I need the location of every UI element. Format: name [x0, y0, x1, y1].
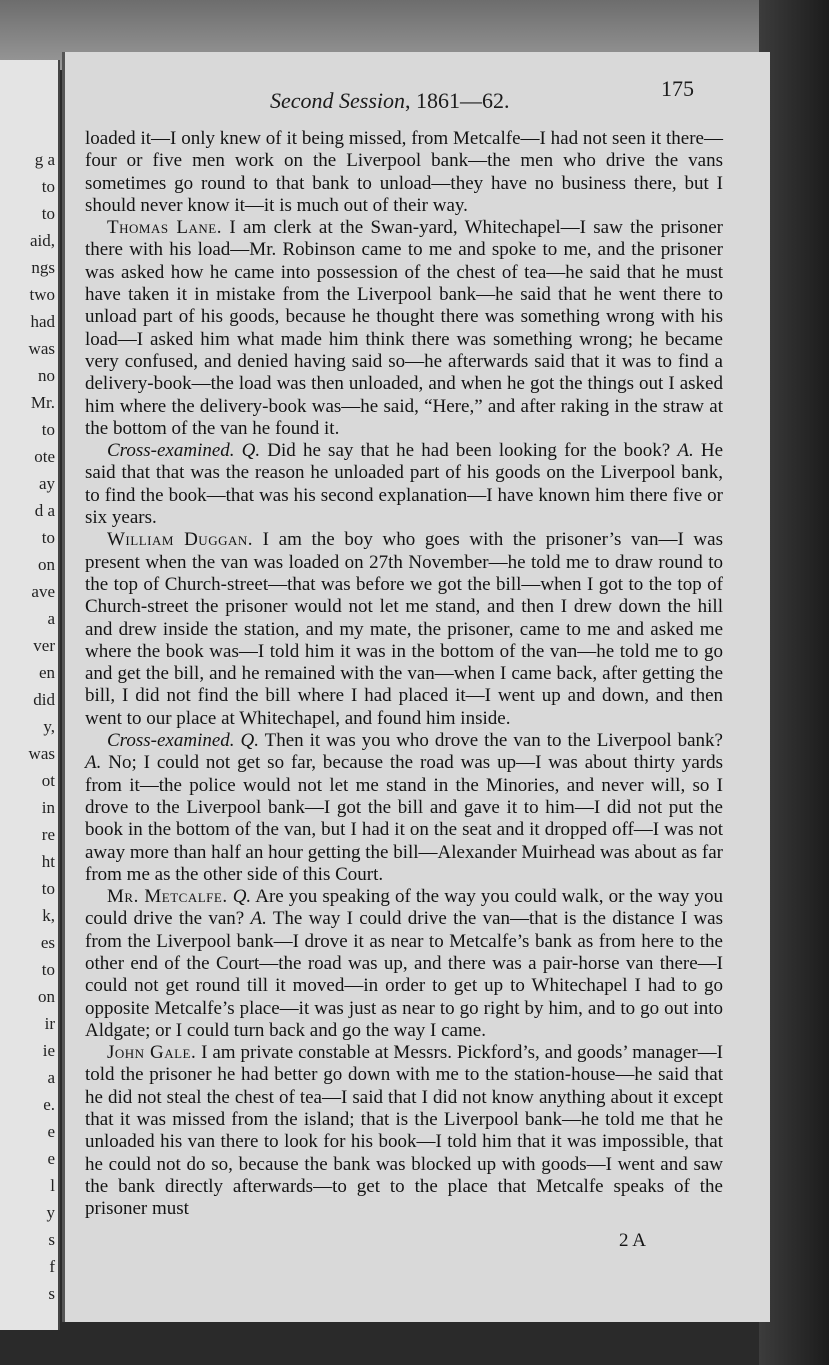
facing-page-fragment: to: [41, 420, 55, 439]
paragraph: [85, 529, 723, 730]
facing-page-fragment: g a: [34, 150, 55, 169]
facing-page-fragment: had: [30, 312, 55, 331]
paragraph-text: The way I could drive the van—that is the distance I was from the Liverpool bank—I drove it as near to Metcalfe’s bank as from here to the other end of the Court—the road was up, and there was a pair-horse van there—I could not get round till it moved—in order to get up to Whitechapel I had to go opposite Metcalfe’s place—it was just as near to go right by him, and to go out into Aldgate; or I could turn back and go the way I came.: [85, 908, 723, 1041]
facing-page-fragment: y,: [43, 717, 55, 736]
facing-page-fragment: a: [47, 1068, 55, 1087]
paragraph: [85, 1042, 723, 1220]
facing-page-fragment: ave: [31, 582, 55, 601]
paragraph-text: I am clerk at the Swan-yard, Whitechapel—I saw the prisoner there with his load—Mr. Robinson came to me and spoke to me, and the prisoner was asked how he came into possession of the chest of tea—he said that he must have taken it in mistake from the Liverpool bank—he said that he went there to unload part of his goods, because he thought there was something wrong with his load—I asked him what made him think there was something wrong; he became very confused, and denied having said so—he afterwards said that it was to find a delivery-book—the load was then unloaded, and when he got the things out I asked him where the delivery-book was—he said, “Here,” and after raking in the straw at the bottom of the van he found it.: [85, 217, 723, 439]
paragraph-text: Did he say that he had been looking for the book?: [260, 440, 678, 462]
italic-text: Cross-examined. Q.: [107, 440, 261, 462]
paragraph-text: I am the boy who goes with the prisoner’s van—I was present when the van was loaded on 27th November—he told me to draw round to the top of Church-street—that was before we got the bill—when I got to the top of Church-street the prisoner would not let me stand, and then I drew down the hill and drew inside the station, and my mate, the prisoner, came to me and asked me where the book was—I told him it was in the bottom of the van—he told me to go and get the bill, and he remained with the van—when I came back, after getting the bill, I did not find the bill where I had placed it—I went up and down, and then went to our place at Whitechapel, and found him inside.: [85, 529, 723, 729]
facing-page-fragment: to: [41, 177, 55, 196]
facing-page-fragment: aid,: [29, 231, 55, 250]
book-page: [62, 52, 770, 1322]
witness-name: Mr. Metcalfe.: [107, 886, 228, 908]
facing-page-fragment: ay: [38, 474, 55, 493]
italic-text: A.: [677, 440, 694, 462]
page-header: [65, 76, 770, 116]
facing-page-fragment: e: [47, 1149, 55, 1168]
facing-page-fragment: two: [29, 285, 55, 304]
facing-page-fragment: ver: [33, 636, 55, 655]
facing-page-fragment: on: [38, 555, 55, 574]
facing-page-fragment: en: [38, 663, 55, 682]
facing-page-fragment: s: [48, 1230, 55, 1249]
facing-page-fragment: was: [28, 744, 55, 763]
body-text: [85, 128, 723, 1221]
facing-page-fragment: to: [41, 528, 55, 547]
facing-page-fragment: on: [38, 987, 55, 1006]
running-head-session: Second Session: [270, 88, 406, 113]
facing-page-fragment: was: [28, 339, 55, 358]
paragraph: [85, 440, 723, 529]
paragraph-text: He said that that was the reason he unloaded part of his goods on the Liverpool bank, to find the book—that was his second explanation—I have known him there five or six years.: [85, 440, 724, 529]
facing-page-fragment: ote: [34, 447, 55, 466]
facing-page-fragment: ir: [44, 1014, 55, 1033]
facing-page-fragment: in: [41, 798, 55, 817]
paragraph: [85, 886, 723, 1042]
paragraph-text: Then it was you who drove the van to the Liverpool bank?: [258, 730, 723, 752]
facing-page-fragment: no: [38, 366, 55, 385]
facing-page-fragment: s: [48, 1284, 55, 1303]
paragraph-text: I am private constable at Messrs. Pickford’s, and goods’ manager—I told the prisoner he had better go down with me to the station-house—he said that he did not steal the chest of tea—I said that I did not know anything about it except that it was missed from the island; that is the Liverpool bank—he told me that he unloaded his van there to look for his book—I told him that it was impossible, that he could not do so, because the bank was blocked up with goods—I went and saw the bank directly afterwards—to get to the place that Metcalfe speaks of the prisoner must: [85, 1042, 723, 1220]
facing-page-edge: [0, 60, 60, 1330]
paragraph: [85, 128, 723, 217]
paragraph: [85, 730, 723, 886]
facing-page-fragment: ngs: [31, 258, 55, 277]
witness-name: William Duggan.: [107, 529, 253, 551]
facing-page-fragment: ie: [42, 1041, 55, 1060]
italic-text: A.: [250, 908, 267, 930]
facing-page-fragment: Mr.: [30, 393, 55, 412]
paragraph: [85, 217, 723, 440]
italic-text: Cross-examined. Q.: [107, 730, 259, 752]
facing-page-fragment: k,: [42, 906, 55, 925]
facing-page-fragment: y: [46, 1203, 55, 1222]
facing-page-fragment: es: [40, 933, 55, 952]
facing-page-fragment: to: [41, 960, 55, 979]
page-number: 175: [661, 76, 694, 101]
facing-page-fragment: did: [33, 690, 55, 709]
running-head: [270, 88, 510, 114]
paragraph-text: Are you speaking of the way you could walk, or the way you could drive the van?: [85, 886, 724, 930]
signature-mark: 2 A: [619, 1230, 646, 1251]
paragraph-text: No; I could not get so far, because the road was up—I was about thirty yards from it—the police would not let me stand in the Minories, and never will, so I drove to the Liverpool bank—I got the bill and gave it to him—I did not put the book in the bottom of the van, but I had it on the seat and it dropped off—I was not away more than half an hour getting the bill—Alexander Muirhead was about as far from me as the other side of this Court.: [85, 752, 723, 885]
facing-page-fragment: f: [49, 1257, 55, 1276]
running-head-years: , 1861—62.: [405, 88, 510, 113]
witness-name: Thomas Lane.: [107, 217, 222, 239]
facing-page-fragment: ht: [41, 852, 55, 871]
facing-page-fragment: to: [41, 204, 55, 223]
facing-page-fragment: re: [41, 825, 55, 844]
facing-page-fragment: a: [47, 609, 55, 628]
witness-name: John Gale.: [107, 1042, 197, 1064]
facing-page-fragment: to: [41, 879, 55, 898]
italic-text: A.: [85, 752, 102, 774]
facing-page-fragment: e: [47, 1122, 55, 1141]
facing-page-fragment: e.: [43, 1095, 55, 1114]
facing-page-fragment: ot: [41, 771, 55, 790]
paragraph-text: loaded it—I only knew of it being missed, from Metcalfe—I had not seen it there—four or five men work on the Liverpool bank—the men who drive the vans sometimes go round to that bank to unload—they have no business there, but I should never know it—it is much out of their way.: [85, 128, 723, 216]
italic-text: Q.: [232, 886, 252, 908]
facing-page-fragment: d a: [34, 501, 55, 520]
facing-page-fragment: l: [50, 1176, 55, 1195]
